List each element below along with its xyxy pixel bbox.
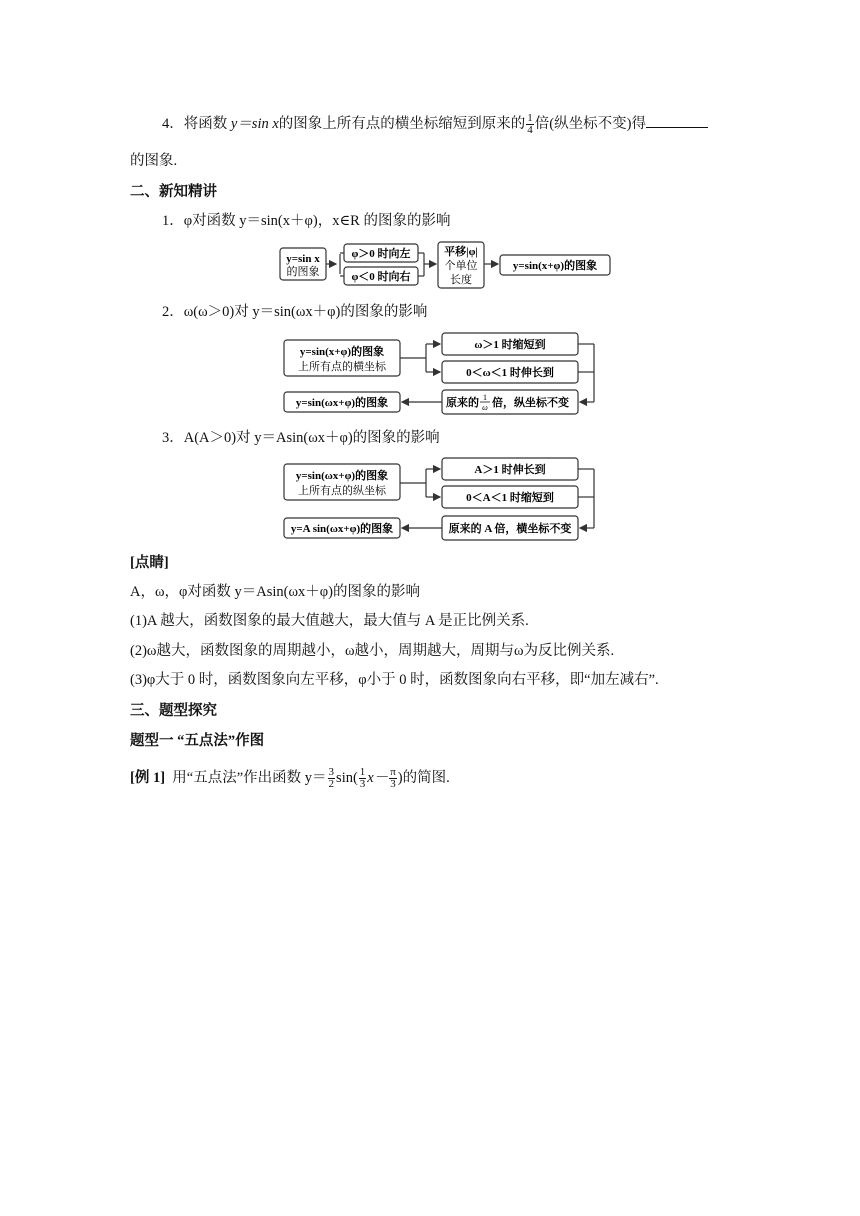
question-4-line1 bbox=[162, 110, 708, 138]
d1-down-text: φ＜0 时向右 bbox=[351, 271, 411, 283]
example-text-post: )的简图. bbox=[397, 770, 450, 786]
d1-start-text2: 的图象 bbox=[286, 266, 320, 278]
example-text-pre: 用“五点法”作出函数 y＝ bbox=[172, 770, 327, 786]
d1-mid-text3: 长度 bbox=[450, 274, 472, 286]
d3-end-text: y=A sin(ωx+φ)的图象 bbox=[290, 523, 394, 535]
d3-up-text: A＞1 时伸长到 bbox=[474, 464, 546, 476]
diagram-omega-effect bbox=[282, 330, 622, 416]
d1-mid-text1: 平移|φ| bbox=[444, 246, 478, 258]
point-3-text: 3．A(A＞0)对 y＝Asin(ωx＋φ)的图象的影响 bbox=[162, 430, 440, 446]
example-x-minus: x－ bbox=[367, 770, 389, 786]
d2-up-text: ω＞1 时缩短到 bbox=[474, 339, 546, 351]
question-func: y＝sin x bbox=[230, 116, 279, 132]
fraction-one-third: $\frac{1}{3}$ bbox=[359, 766, 366, 791]
d2-down-text: 0＜ω＜1 时伸长到 bbox=[466, 367, 554, 379]
d2-bottom-pre: 原来的 bbox=[446, 397, 479, 409]
d2-bottom-frac-d: ω bbox=[482, 403, 488, 412]
fraction-one-quarter: $\frac{1}{4}$ bbox=[527, 112, 533, 137]
question-text-post: 倍(纵坐标不变)得 bbox=[534, 116, 646, 132]
question-4-line2: 的图象. bbox=[130, 153, 178, 169]
answer-blank bbox=[646, 113, 708, 128]
d1-mid-text2: 个单位 bbox=[444, 260, 478, 272]
tip-intro: A，ω，φ对函数 y＝Asin(ωx＋φ)的图象的影响 bbox=[130, 584, 420, 600]
tip-item-2: (2)ω越大，函数图象的周期越小，ω越小，周期越大，周期与ω为反比例关系. bbox=[130, 643, 615, 659]
d2-bottom-post: 倍，纵坐标不变 bbox=[492, 397, 569, 409]
question-text-pre: 将函数 bbox=[183, 116, 228, 132]
d3-bottom-text: 原来的 A 倍，横坐标不变 bbox=[448, 523, 572, 535]
fraction-pi-third: $\frac{\pi}{3}$ bbox=[390, 766, 396, 791]
tip-title: [点睛] bbox=[130, 555, 169, 571]
d2-start-text1: y=sin(x+φ)的图象 bbox=[299, 346, 385, 358]
section-title-question-types: 三、题型探究 bbox=[130, 703, 217, 719]
d3-start-text2: 上所有点的纵坐标 bbox=[298, 485, 386, 497]
example-1 bbox=[130, 760, 450, 796]
fraction-three-halves: $\frac{3}{2}$ bbox=[328, 766, 335, 791]
tip-item-1: (1)A 越大，函数图象的最大值越大，最大值与 A 是正比例关系. bbox=[130, 613, 529, 629]
d3-down-text: 0＜A＜1 时缩短到 bbox=[466, 492, 554, 504]
type-1-title: 题型一 “五点法”作图 bbox=[130, 733, 265, 749]
point-2-text: 2．ω(ω＞0)对 y＝sin(ωx＋φ)的图象的影响 bbox=[162, 304, 428, 320]
d1-start-text1: y=sin x bbox=[286, 253, 320, 265]
d1-up-text: φ＞0 时向左 bbox=[351, 248, 411, 260]
point-1-text: 1．φ对函数 y＝sin(x＋φ)，x∈R 的图象的影响 bbox=[162, 213, 451, 229]
d1-end-text: y=sin(x+φ)的图象 bbox=[512, 260, 598, 272]
example-sin: sin( bbox=[336, 770, 358, 786]
d2-start-text2: 上所有点的横坐标 bbox=[298, 361, 386, 373]
section-title-new-knowledge: 二、新知精讲 bbox=[130, 184, 217, 200]
question-number: 4． bbox=[162, 116, 184, 132]
d2-end-text: y=sin(ωx+φ)的图象 bbox=[295, 397, 389, 409]
question-text-mid: 的图象上所有点的横坐标缩短到原来的 bbox=[278, 116, 526, 132]
diagram-phi-effect bbox=[278, 240, 618, 290]
tip-item-3: (3)φ大于 0 时，函数图象向左平移，φ小于 0 时，函数图象向右平移，即“加左减右”. bbox=[130, 672, 659, 688]
diagram-amplitude-effect bbox=[282, 456, 622, 542]
example-label: [例 1] bbox=[130, 770, 166, 786]
d2-bottom-frac-n: 1 bbox=[483, 393, 487, 402]
d3-start-text1: y=sin(ωx+φ)的图象 bbox=[295, 470, 389, 482]
